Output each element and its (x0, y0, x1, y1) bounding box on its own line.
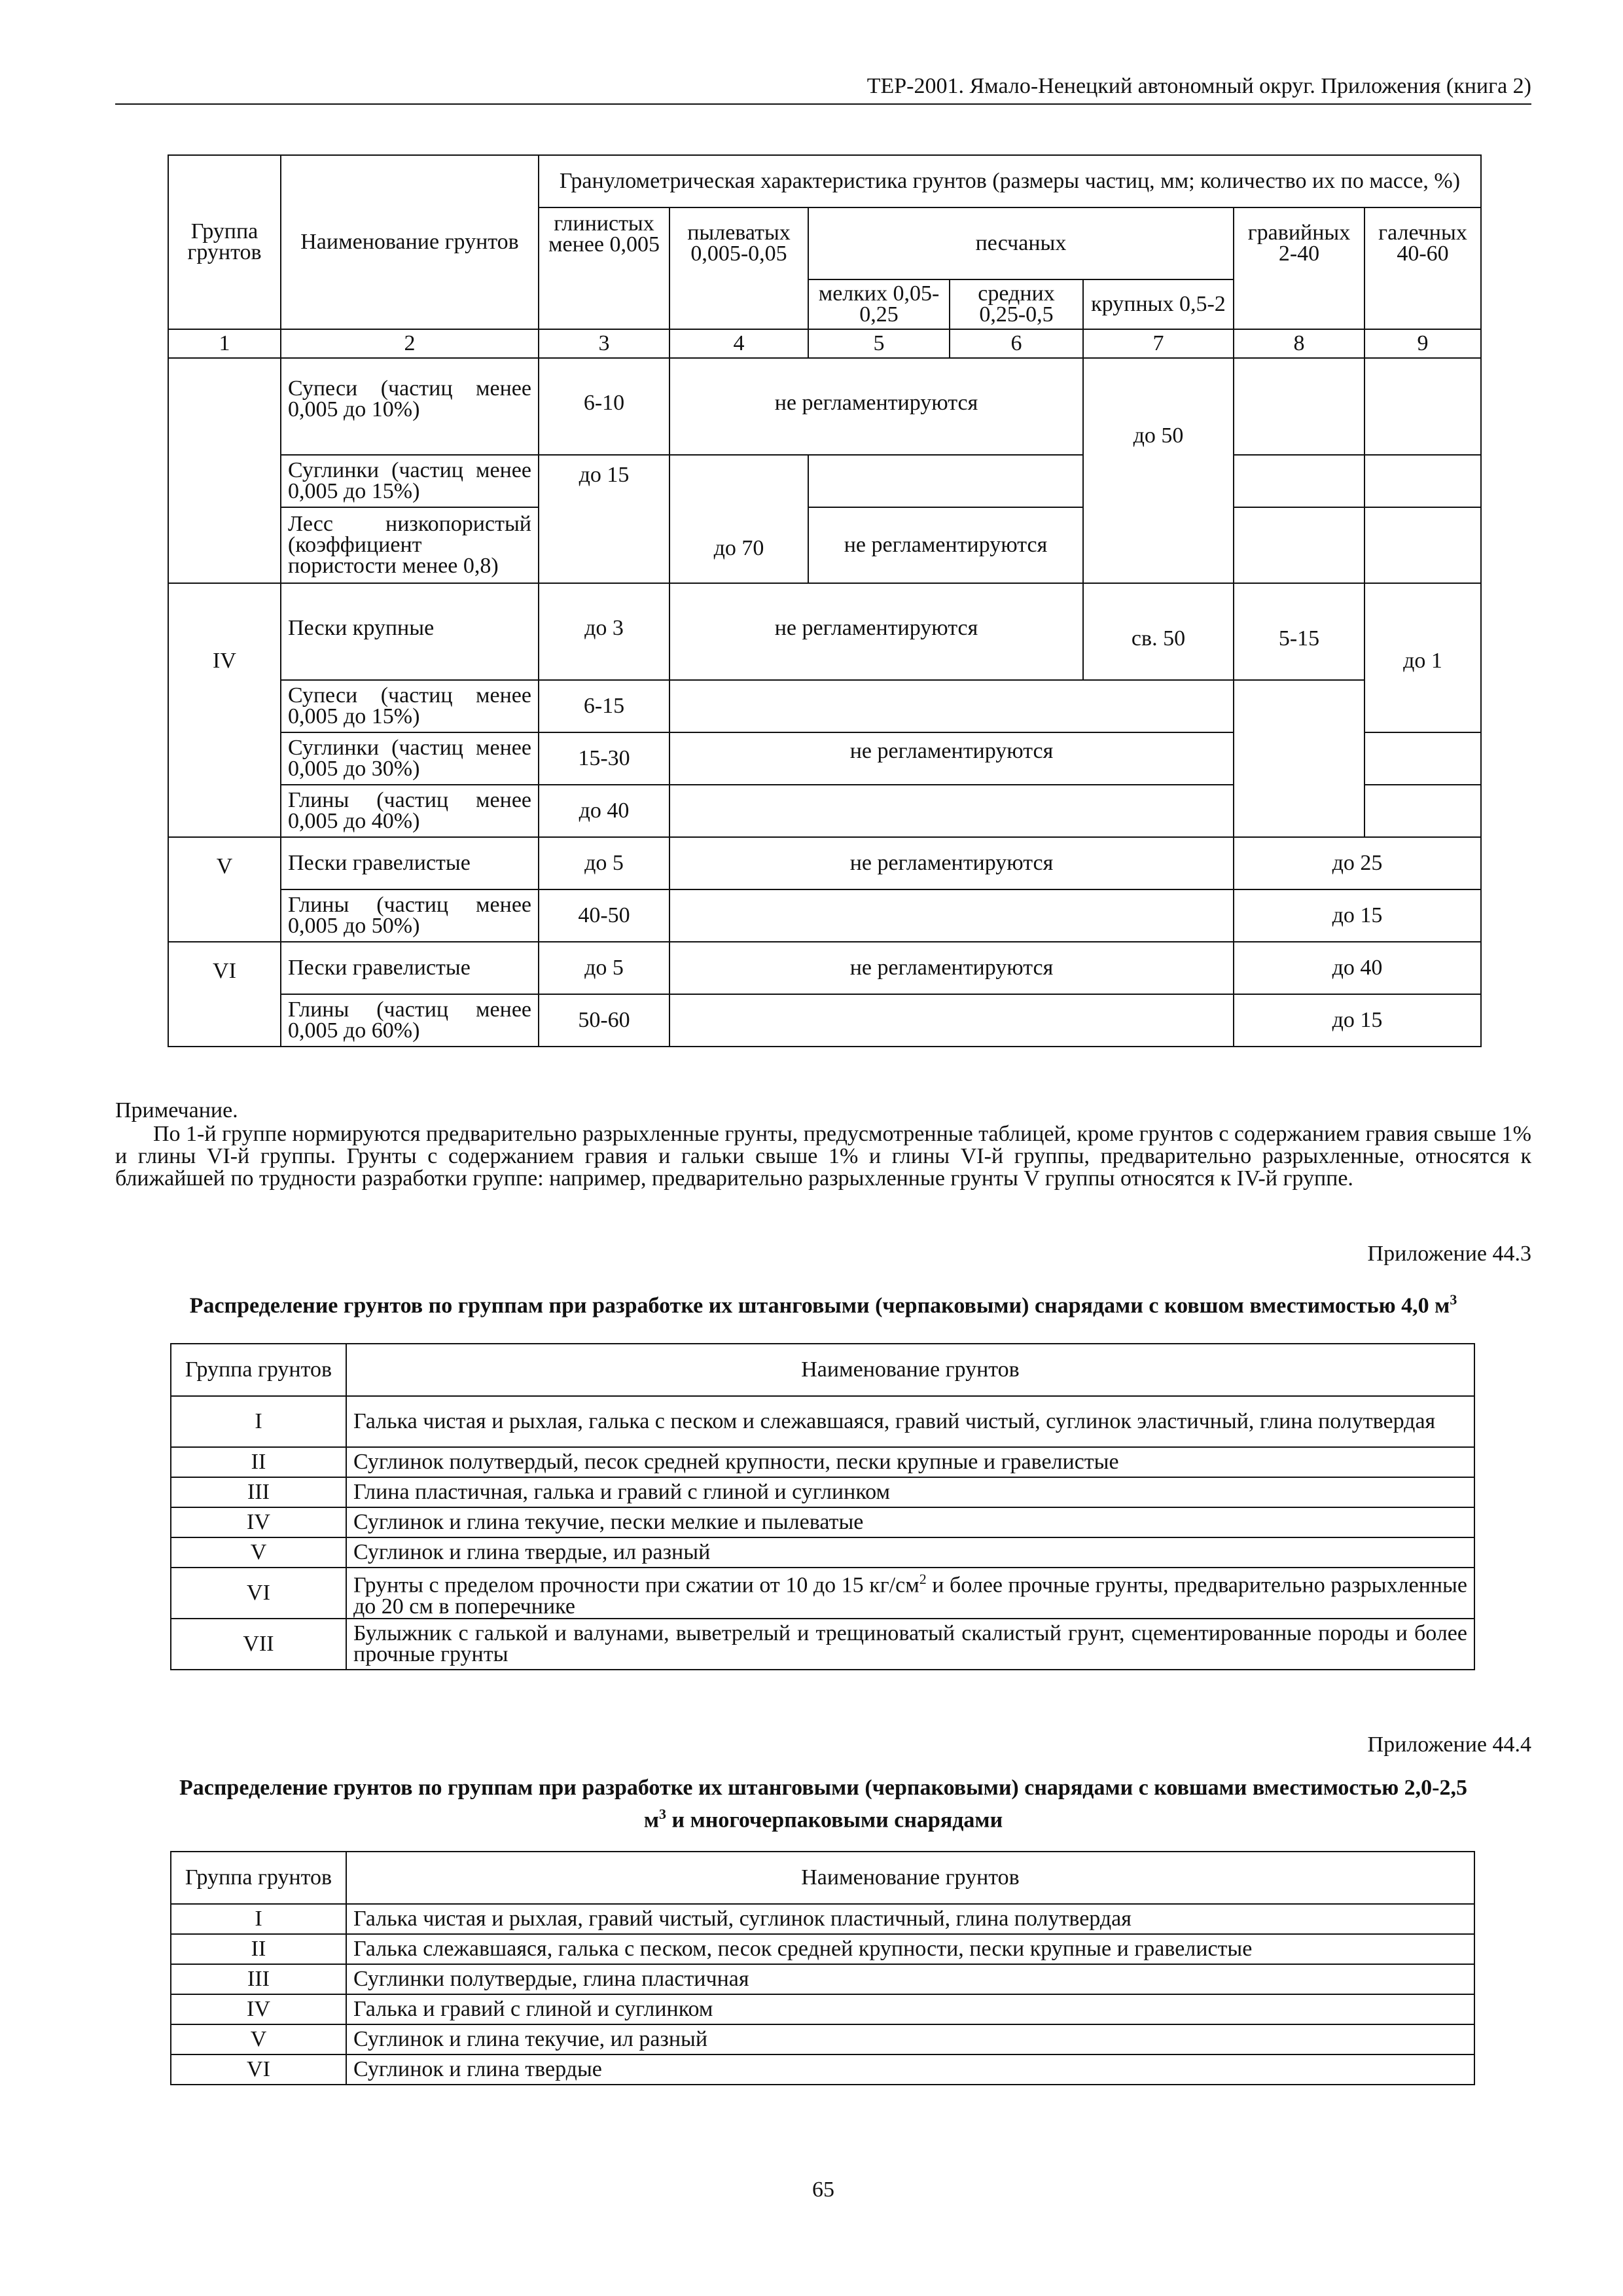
soil-name: Галька чистая и рыхлая, гравий чистый, суглинок пластичный, глина полутвердая (346, 1904, 1474, 1934)
group-label: I (171, 1396, 346, 1447)
not-regulated: не регламентируются (808, 507, 1083, 583)
column-number: 6 (950, 329, 1083, 358)
group-label: III (171, 1477, 346, 1507)
group-label: VI (168, 942, 281, 1047)
soil-name: Суглинок и глина твердые, ил разный (346, 1537, 1474, 1568)
title-text: Распределение грунтов по группам при разработке их штанговыми (черпаковыми) снарядами с ковшом вместимостью 4,0 м (189, 1293, 1450, 1318)
empty-cell (669, 680, 1234, 732)
clay-value: 15-30 (539, 732, 669, 785)
column-number: 3 (539, 329, 669, 358)
group-cell-empty (168, 358, 281, 583)
header-pebble: галечных 40-60 (1364, 207, 1481, 329)
pebble-value: до 1 (1364, 583, 1481, 732)
title-line: Распределение грунтов по группам при разработке их штанговыми (черпаковыми) снарядами с ковшами вместимостью 2,0-2,5 (179, 1776, 1468, 1800)
header-sand-fine: мелких 0,05-0,25 (808, 279, 950, 329)
soil-name: Пески гравелистые (281, 942, 539, 994)
empty-cell (1364, 358, 1481, 455)
empty-cell (1364, 785, 1481, 837)
header-silt: пылеватых 0,005-0,05 (669, 207, 808, 329)
column-number: 9 (1364, 329, 1481, 358)
soil-name: Галька и гравий с глиной и суглинком (346, 1994, 1474, 2024)
empty-cell (808, 455, 1083, 507)
clay-value: 6-10 (539, 358, 669, 455)
soil-name: Суглинок и глина твердые (346, 2054, 1474, 2085)
silt-value: до 70 (669, 455, 808, 583)
soil-name: Глины (частиц менее 0,005 до 50%) (281, 889, 539, 942)
page-number: 65 (812, 2178, 834, 2202)
title-superscript: 3 (1450, 1291, 1457, 1308)
soil-name: Суглинки (частиц менее 0,005 до 30%) (281, 732, 539, 785)
header-granulometric: Гранулометрическая характеристика грунтов (размеры частиц, мм; количество их по массе, %) (539, 155, 1481, 207)
column-number: 1 (168, 329, 281, 358)
gravel-pebble-value: до 15 (1234, 889, 1481, 942)
empty-cell (1234, 507, 1364, 583)
group-label: I (171, 1904, 346, 1934)
empty-cell (669, 994, 1234, 1047)
column-number: 5 (808, 329, 950, 358)
dredge-2m3-table (170, 1851, 1475, 2085)
header-name: Наименование грунтов (346, 1344, 1474, 1396)
column-number: 2 (281, 329, 539, 358)
clay-value: до 3 (539, 583, 669, 680)
soil-name: Галька чистая и рыхлая, галька с песком и слежавшаяся, гравий чистый, суглинок эластичный, глина полутвердая (346, 1396, 1474, 1447)
soil-name: Глины (частиц менее 0,005 до 60%) (281, 994, 539, 1047)
empty-cell (669, 785, 1364, 837)
header-sand-coarse: крупных 0,5-2 (1083, 279, 1234, 329)
soil-name: Супеси (частиц менее 0,005 до 10%) (281, 358, 539, 455)
group-label: IV (171, 1507, 346, 1537)
gravel-pebble-value: до 40 (1234, 942, 1481, 994)
empty-cell (1364, 455, 1481, 507)
header-sand: песчаных (808, 207, 1234, 279)
header-gravel: гравийных 2-40 (1234, 207, 1364, 329)
soil-name: Галька слежавшаяся, галька с песком, песок средней крупности, пески крупные и гравелистые (346, 1934, 1474, 1964)
clay-value: 40-50 (539, 889, 669, 942)
clay-value: до 40 (539, 785, 669, 837)
header-name: Наименование грунтов (281, 155, 539, 329)
header-group: Группа грунтов (171, 1344, 346, 1396)
soil-name: Суглинок и глина текучие, пески мелкие и пылеватые (346, 1507, 1474, 1537)
empty-cell (1364, 732, 1481, 785)
clay-value: 50-60 (539, 994, 669, 1047)
group-label: V (171, 2024, 346, 2054)
group-label: V (168, 837, 281, 942)
appendix-44-4-title (115, 1775, 1531, 1833)
soil-name: Пески гравелистые (281, 837, 539, 889)
group-label: III (171, 1964, 346, 1994)
column-number: 7 (1083, 329, 1234, 358)
header-group: Группа грунтов (171, 1852, 346, 1904)
soil-name (346, 1568, 1474, 1619)
soil-name: Суглинок и глина текучие, ил разный (346, 2024, 1474, 2054)
granulometric-table (168, 154, 1482, 1047)
note-title: Примечание. (115, 1098, 238, 1122)
clay-value: до 5 (539, 942, 669, 994)
empty-cell (1234, 455, 1364, 507)
not-regulated: не регламентируются (669, 837, 1234, 889)
page-header: ТЕР-2001. Ямало-Ненецкий автономный округ. Приложения (книга 2) (866, 74, 1531, 98)
soil-name: Суглинок полутвердый, песок средней крупности, пески крупные и гравелистые (346, 1447, 1474, 1477)
not-regulated: не регламентируются (669, 732, 1234, 785)
clay-value: до 15 (539, 455, 669, 583)
header-rule (115, 103, 1531, 105)
soil-name: Лесс низкопористый (коэффициент пористости менее 0,8) (281, 507, 539, 583)
group-label: VII (171, 1619, 346, 1670)
gravel-pebble-value: до 15 (1234, 994, 1481, 1047)
header-group: Группа грунтов (168, 155, 281, 329)
appendix-44-3-label: Приложение 44.3 (1367, 1242, 1531, 1266)
appendix-44-4-label: Приложение 44.4 (1367, 1732, 1531, 1757)
gravel-pebble-value: до 25 (1234, 837, 1481, 889)
group-label: II (171, 1447, 346, 1477)
header-clay: глинистых менее 0,005 (539, 207, 669, 329)
title-superscript: 3 (658, 1806, 666, 1822)
soil-name-text: и более прочные грунты, предварительно разрыхленные до 20 см в поперечнике (353, 1573, 1467, 1619)
clay-value: 6-15 (539, 680, 669, 732)
title-text: и многочерпаковыми снарядами (666, 1808, 1003, 1833)
empty-cell (669, 889, 1234, 942)
soil-name: Пески крупные (281, 583, 539, 680)
appendix-44-3-title (115, 1287, 1531, 1319)
soil-name-text: Грунты с пределом прочности при сжатии от 10 до 15 кг/см (353, 1573, 919, 1598)
title-text: м (643, 1808, 659, 1833)
note-body: По 1-й группе нормируются предварительно разрыхленные грунты, предусмотренные таблицей, кроме грунтов с содержанием гравия свыше 1% и глины VI-й группы. Грунты с содержанием гравия и гальки свыше 1% и глины VI-й группы, предварительно разрыхленные, относятся к ближайшей по трудности разработки группе: например, предварительно разрыхленные грунты V группы относятся к IV-й группе. (115, 1122, 1531, 1191)
soil-name: Булыжник с галькой и валунами, выветрелый и трещиноватый скалистый грунт, сцементированные породы и более прочные грунты (346, 1619, 1474, 1670)
gravel-value: 5-15 (1234, 583, 1364, 680)
header-name: Наименование грунтов (346, 1852, 1474, 1904)
header-sand-medium: средних 0,25-0,5 (950, 279, 1083, 329)
coarse-value: св. 50 (1083, 583, 1234, 680)
soil-name: Глина пластичная, галька и гравий с глиной и суглинком (346, 1477, 1474, 1507)
not-regulated: не регламентируются (669, 358, 1083, 455)
soil-name: Супеси (частиц менее 0,005 до 15%) (281, 680, 539, 732)
soil-name-superscript: 2 (919, 1571, 927, 1588)
column-number: 4 (669, 329, 808, 358)
soil-name: Глины (частиц менее 0,005 до 40%) (281, 785, 539, 837)
empty-cell (1364, 507, 1481, 583)
coarse-value: до 50 (1083, 358, 1234, 583)
group-label: VI (171, 1568, 346, 1619)
title-line (115, 1801, 1531, 1833)
dredge-4m3-table (170, 1343, 1475, 1670)
group-label: V (171, 1537, 346, 1568)
column-number: 8 (1234, 329, 1364, 358)
soil-name: Суглинки полутвердые, глина пластичная (346, 1964, 1474, 1994)
soil-name: Суглинки (частиц менее 0,005 до 15%) (281, 455, 539, 507)
group-label: VI (171, 2054, 346, 2085)
group-label: IV (168, 583, 281, 837)
not-regulated: не регламентируются (669, 942, 1234, 994)
empty-cell (1234, 358, 1364, 455)
group-label: II (171, 1934, 346, 1964)
group-label: IV (171, 1994, 346, 2024)
not-regulated: не регламентируются (669, 583, 1083, 680)
clay-value: до 5 (539, 837, 669, 889)
